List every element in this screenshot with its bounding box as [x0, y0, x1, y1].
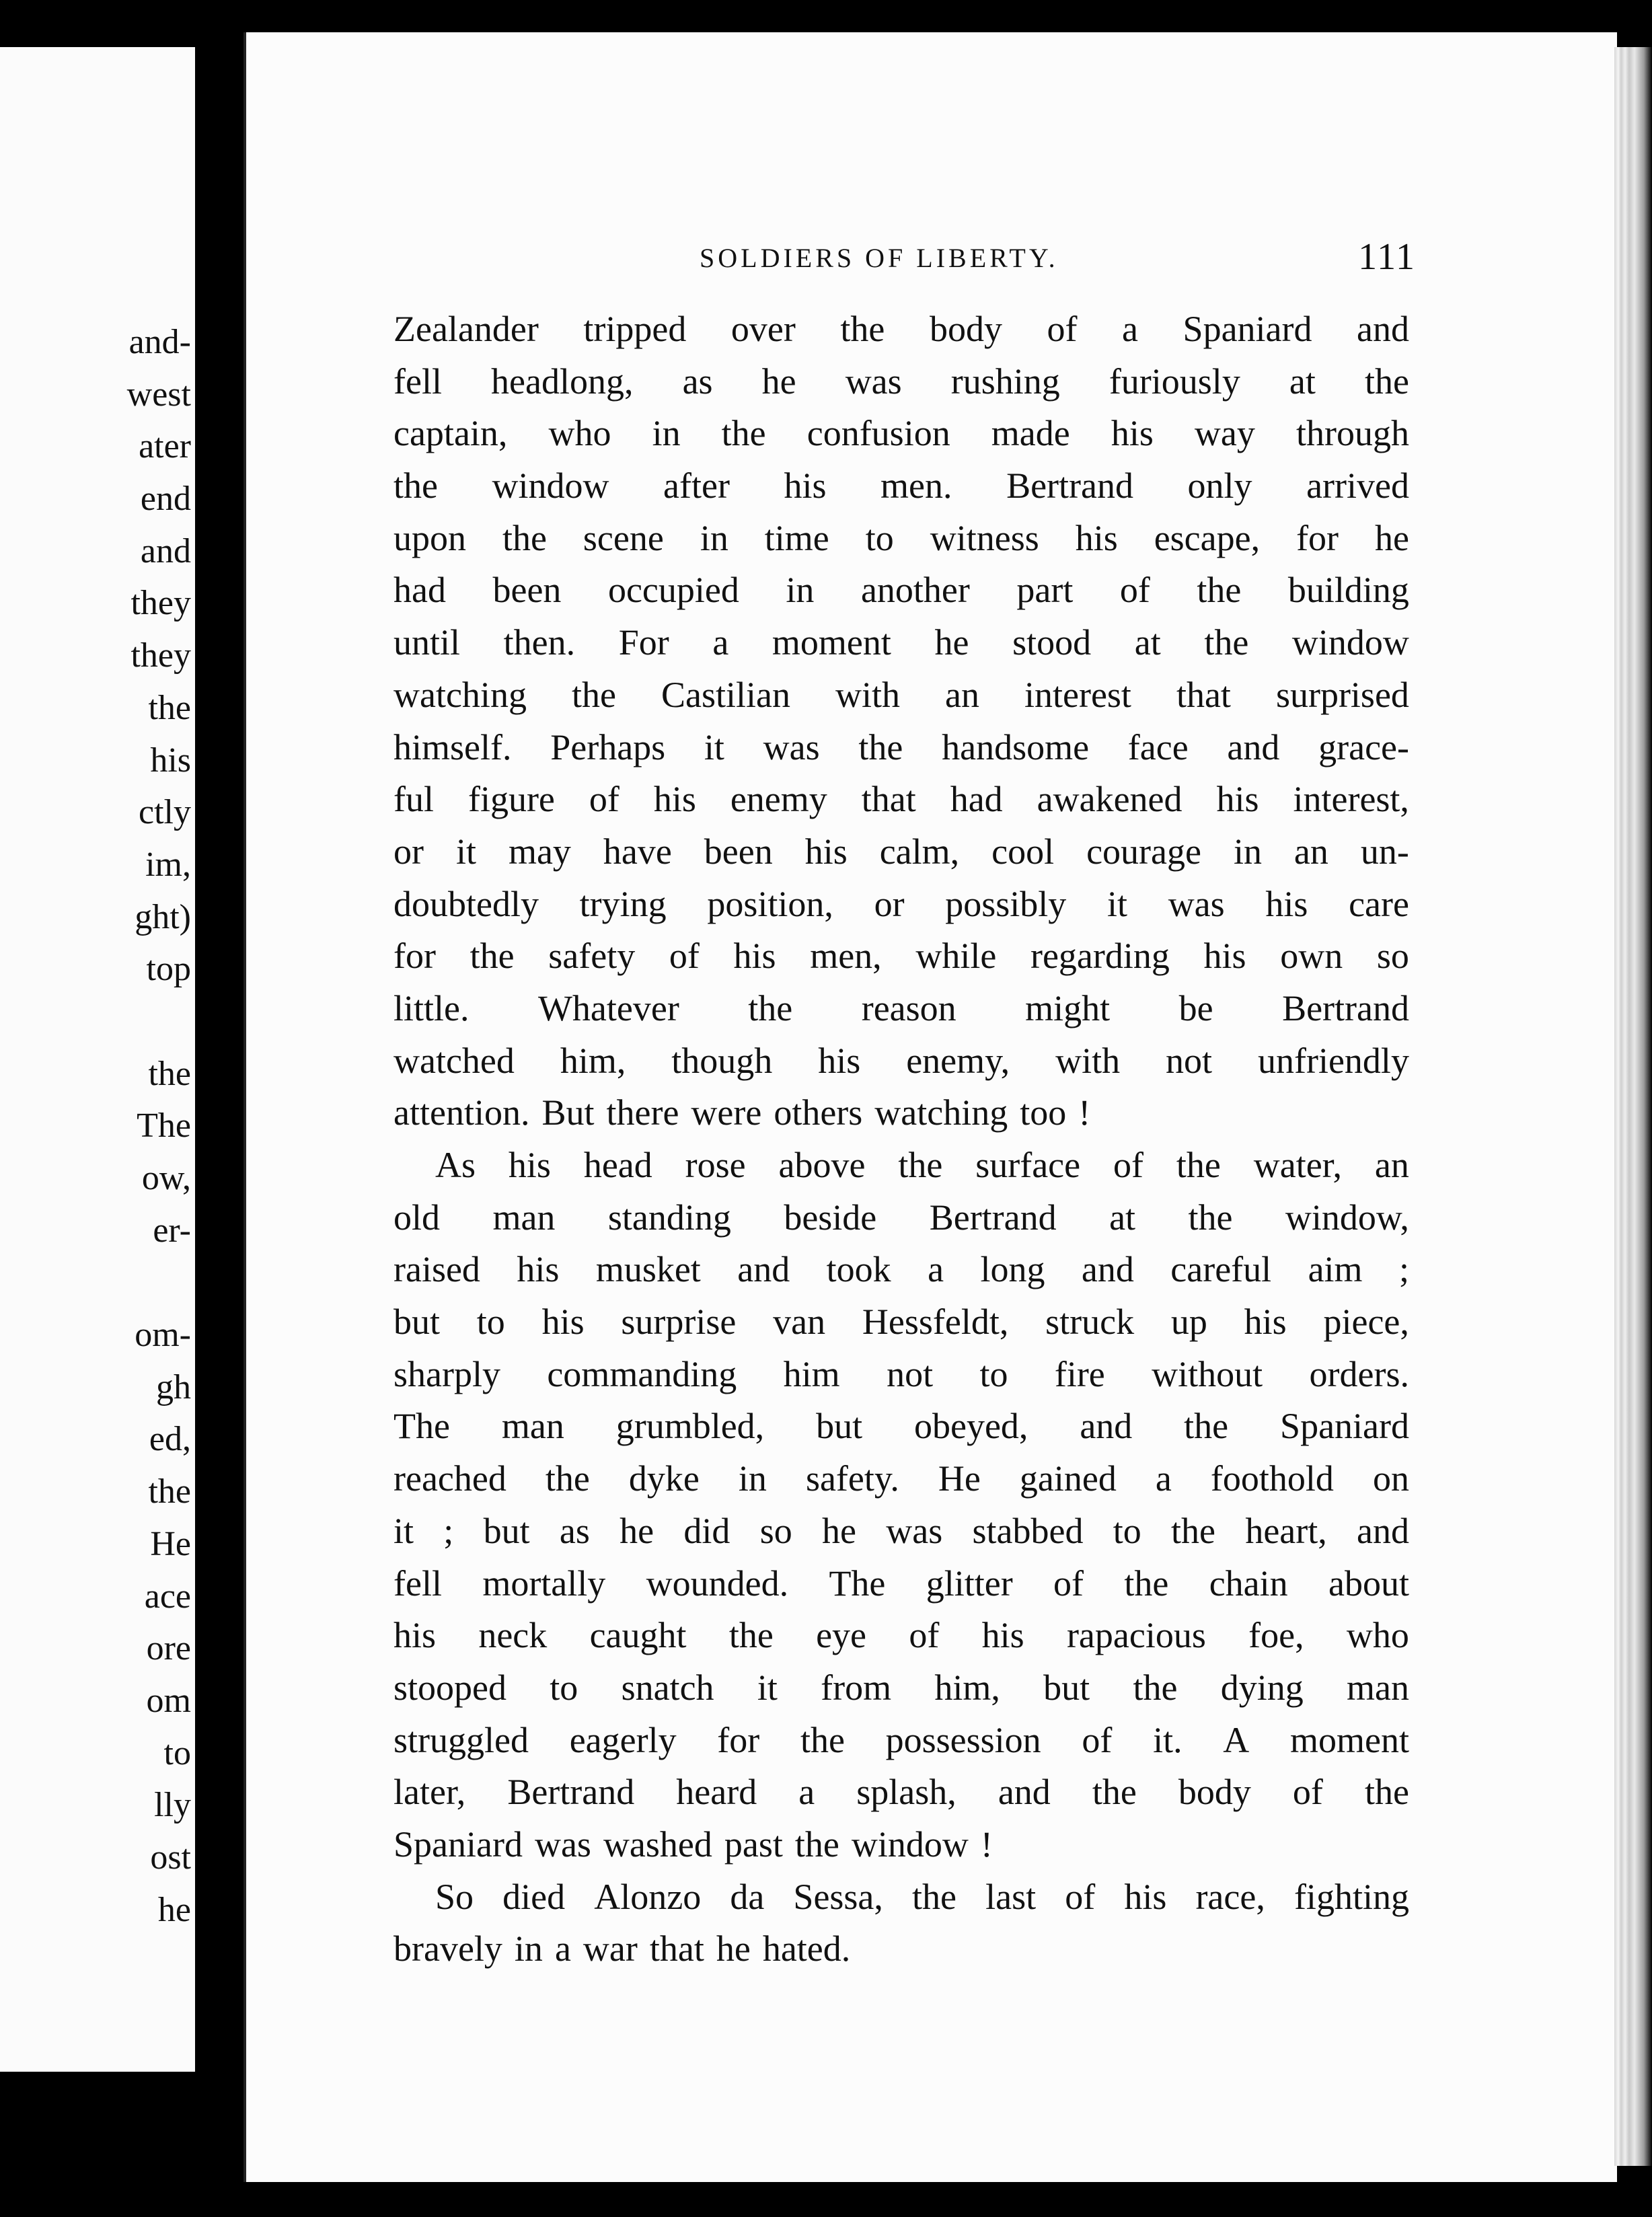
text-line: So died Alonzo da Sessa, the last of his race, fighting — [435, 1876, 1409, 1917]
facing-page-text — [127, 316, 191, 1936]
facing-page-fragment: ore — [146, 1629, 191, 1668]
facing-page-fragment: gh — [156, 1367, 191, 1406]
facing-page-fragment: The — [137, 1106, 191, 1145]
text-line: fell mortally wounded. The glitter of the chain about — [393, 1563, 1409, 1604]
text-line: sharply commanding him not to fire without orders. — [393, 1353, 1409, 1394]
text-line: fell headlong, as he was rushing furiously at the — [393, 361, 1409, 402]
text-line: it ; but as he did so he was stabbed to the heart, and — [393, 1510, 1409, 1551]
facing-page — [0, 47, 195, 2072]
text-line: The man grumbled, but obeyed, and the Spaniard — [393, 1406, 1409, 1447]
facing-page-fragment: om — [146, 1681, 191, 1720]
facing-page-fragment: ace — [144, 1577, 191, 1616]
page-edge-stack — [1614, 47, 1652, 2166]
book-gutter — [202, 40, 234, 2092]
text-line: for the safety of his men, while regarding his own so — [393, 936, 1409, 977]
facing-page-fragment: his — [150, 741, 191, 780]
running-head — [700, 235, 1416, 283]
text-line: the window after his men. Bertrand only arrived — [393, 465, 1409, 506]
facing-page-fragment: ow, — [141, 1159, 191, 1197]
facing-page-fragment: er- — [153, 1211, 191, 1250]
text-line: struggled eagerly for the possession of it. A moment — [393, 1719, 1409, 1760]
text-line: himself. Perhaps it was the handsome face and grace- — [393, 726, 1409, 767]
facing-page-fragment: to — [163, 1733, 191, 1772]
facing-page-fragment: west — [126, 375, 191, 414]
facing-page-fragment: ater — [139, 427, 191, 466]
text-line: Zealander tripped over the body of a Spaniard and — [393, 309, 1409, 349]
text-line: doubtedly trying position, or possibly it was his care — [393, 883, 1409, 924]
text-line: raised his musket and took a long and careful aim ; — [393, 1249, 1409, 1290]
text-line: stooped to snatch it from him, but the dying man — [393, 1667, 1409, 1708]
facing-page-fragment: ght) — [135, 897, 191, 936]
facing-page-fragment: they — [130, 636, 191, 675]
facing-page-fragment — [127, 995, 191, 1048]
text-line: reached the dyke in safety. He gained a foothold on — [393, 1458, 1409, 1499]
text-line: until then. For a moment he stood at the window — [393, 622, 1409, 663]
facing-page-fragment: ed, — [149, 1420, 191, 1459]
text-line: his neck caught the eye of his rapacious foe, who — [393, 1615, 1409, 1656]
facing-page-fragment: top — [146, 950, 191, 989]
body-text — [393, 308, 1409, 1980]
facing-page-fragment: and- — [128, 323, 191, 361]
facing-page-fragment: he — [157, 1890, 191, 1929]
text-line: little. Whatever the reason might be Bertrand — [393, 987, 1409, 1028]
facing-page-fragment: He — [150, 1524, 191, 1563]
page-number: 111 — [1358, 236, 1416, 278]
facing-page-fragment: ost — [150, 1838, 191, 1877]
text-line: later, Bertrand heard a splash, and the body of the — [393, 1772, 1409, 1813]
facing-page-fragment: ctly — [139, 793, 191, 832]
facing-page-fragment: lly — [154, 1786, 191, 1825]
text-line: captain, who in the confusion made his way through — [393, 413, 1409, 454]
facing-page-fragment: im, — [145, 845, 191, 884]
text-line: ful figure of his enemy that had awakened his interest, — [393, 779, 1409, 820]
facing-page-fragment: om- — [135, 1316, 191, 1355]
facing-page-fragment: end — [140, 480, 191, 519]
text-line: As his head rose above the surface of the water, an — [435, 1145, 1409, 1185]
text-line: attention. But there were others watching too ! — [393, 1092, 1091, 1133]
text-line: had been occupied in another part of the building — [393, 570, 1409, 611]
text-line: bravely in a war that he hated. — [393, 1928, 851, 1969]
facing-page-fragment: the — [148, 688, 191, 727]
facing-page-fragment: they — [130, 584, 191, 623]
running-title: SOLDIERS OF LIBERTY. — [700, 243, 1059, 273]
facing-page-fragment: the — [148, 1054, 191, 1093]
facing-page-fragment: and — [140, 531, 191, 570]
text-line: Spaniard was washed past the window ! — [393, 1824, 993, 1865]
facing-page-fragment — [127, 1256, 191, 1309]
text-line: or it may have been his calm, cool courage in an un- — [393, 831, 1409, 872]
text-line: watching the Castilian with an interest that surprised — [393, 674, 1409, 715]
text-line: watched him, though his enemy, with not unfriendly — [393, 1040, 1409, 1081]
text-line: upon the scene in time to witness his escape, for he — [393, 517, 1409, 558]
facing-page-fragment: the — [148, 1472, 191, 1511]
text-line: old man standing beside Bertrand at the window, — [393, 1197, 1409, 1238]
text-line: but to his surprise van Hessfeldt, struck up his piece, — [393, 1302, 1409, 1343]
